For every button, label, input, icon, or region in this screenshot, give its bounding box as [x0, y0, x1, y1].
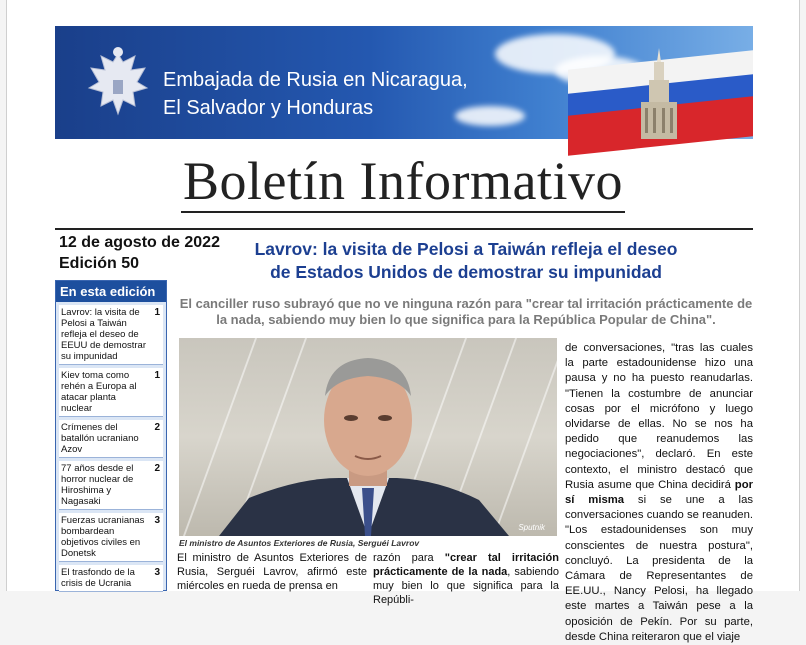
divider-rule — [55, 228, 753, 230]
photo-credit: Sputnik — [518, 523, 545, 532]
article-column-3: de conversaciones, "tras las cuales la parte estadounidense hizo una pausa y no ha puesto reanudarlas. "Tienen la costumbre de anunciar cosas por el micrófono y luego olvidarse de ellas. No se nos ha pedido que reanudemos las negociaciones", declaró. En este contexto, el ministro destacó que Rusia asume que China decidirá por sí misma si se une a las conversaciones cuando se reanuden. "Los estadounidenses son muy conscientes de nuestra postura", concluyó. La presidenta de la Cámara de Representantes de EE.UU., Nancy Pelosi, ha llegado este martes a Taiwán pese a la oposición de Pekín. Por su parte, desde China reiteraron que el viaje — [565, 342, 754, 643]
toc-item-page: 1 — [154, 370, 160, 381]
photo-caption: El ministro de Asuntos Exteriores de Rusia, Serguéi Lavrov — [179, 538, 420, 548]
toc-item[interactable] — [59, 565, 163, 592]
article-headline — [179, 238, 753, 284]
toc-item-label: Fuerzas ucranianas bombardean objetivos civiles en Donetsk — [61, 515, 145, 559]
issue-date: 12 de agosto de 2022 — [59, 234, 220, 251]
toc-item-label: El trasfondo de la crisis de Ucrania — [61, 567, 135, 589]
embassy-banner — [55, 26, 753, 139]
article-headline-line2: de Estados Unidos de demostrar su impunidad — [270, 262, 662, 282]
toc-item-label: Crímenes del batallón ucraniano Azov — [61, 422, 139, 455]
portrait-figure — [179, 338, 557, 536]
article-headline-line1: Lavrov: la visita de Pelosi a Taiwán refleja el deseo — [254, 239, 678, 259]
issue-edition: Edición 50 — [59, 255, 140, 272]
newsletter-page — [6, 0, 800, 643]
embassy-name-line2: El Salvador y Honduras — [163, 97, 374, 119]
article-column-2: razón para "crear tal irritación prácticamente de la nada, sabiendo muy bien lo que significa para la Repúbli- — [373, 552, 559, 606]
toc-item[interactable] — [59, 420, 163, 458]
toc-item-page: 2 — [154, 422, 160, 433]
lavrov-photo — [179, 338, 557, 536]
toc-item[interactable] — [59, 305, 163, 365]
toc-item-page: 1 — [154, 307, 160, 318]
toc-item[interactable] — [59, 513, 163, 562]
toc-title: En esta edición — [56, 281, 166, 302]
toc-item[interactable] — [59, 368, 163, 417]
toc-item-label: 77 años desde el horror nuclear de Hiroshima y Nagasaki — [61, 463, 134, 507]
table-of-contents — [55, 280, 167, 591]
toc-item-label: Kiev toma como rehén a Europa al atacar planta nuclear — [61, 370, 137, 414]
toc-item-page: 3 — [154, 515, 160, 526]
article-column-1: El ministro de Asuntos Exteriores de Rusia, Serguéi Lavrov, afirmó este miércoles en rueda de prensa en — [177, 552, 367, 592]
double-headed-eagle-emblem-icon — [83, 44, 153, 124]
toc-item-label: Lavrov: la visita de Pelosi a Taiwán refleja el deseo de EEUU de demostrar su impunidad — [61, 307, 147, 362]
embassy-name-line1: Embajada de Rusia en Nicaragua, — [163, 69, 468, 91]
article-subhead: El canciller ruso subrayó que no ve ninguna razón para "crear tal irritación prácticamente de la nada, sabiendo muy bien lo que significa para la República Popular de China". — [179, 296, 753, 327]
embassy-name — [163, 66, 468, 122]
toc-item[interactable] — [59, 461, 163, 510]
toc-item-page: 3 — [154, 567, 160, 578]
ministry-building-icon — [633, 48, 685, 139]
toc-item-page: 2 — [154, 463, 160, 474]
newsletter-title: Boletín Informativo — [183, 151, 623, 211]
